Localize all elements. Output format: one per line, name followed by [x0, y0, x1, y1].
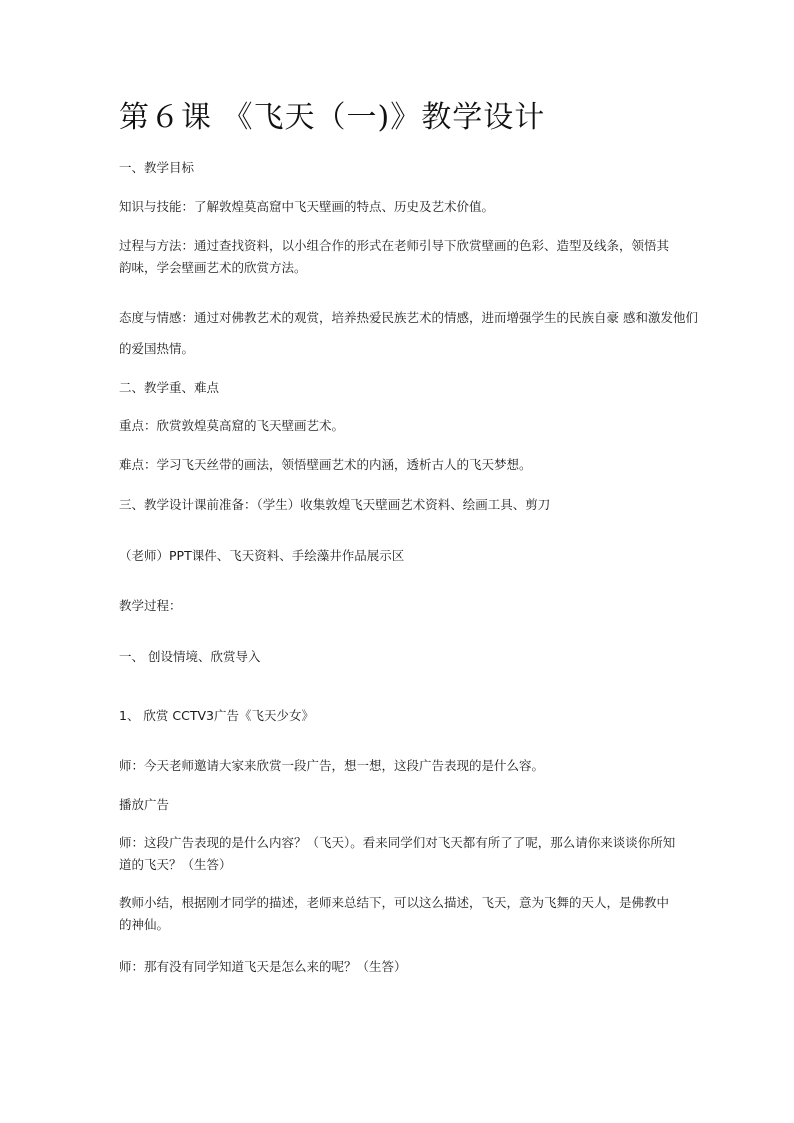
step-item-advertisement: 1、 欣赏 CCTV3广告《飞天少女》 — [119, 708, 314, 723]
paragraph-attitude-emotion-continued: 的爱国热情。 — [119, 341, 195, 356]
paragraph-attitude-emotion: 态度与情感：通过对佛教艺术的观赏，培养热爱民族艺术的情感，进而增强学生的民族自豪 感和激发他们 — [119, 310, 698, 325]
paragraph-play-ad: 播放广告 — [119, 797, 170, 812]
section-heading-preparation: 三、教学设计课前准备：（学生）收集敦煌飞天壁画艺术资料、绘画工具、剪刀 — [119, 497, 551, 512]
section-heading-process: 教学过程： — [119, 598, 182, 613]
paragraph-teacher-preparation: （老师）PPT课件、飞天资料、手绘藻井作品展示区 — [119, 548, 405, 563]
paragraph-teacher-question: 师：这段广告表现的是什么内容？（飞天）。看来同学们对飞天都有所了了呢，那么请你来谈谈你所知道的飞天？（生答） — [119, 835, 676, 872]
document-title: 第６课 《飞天（一)》教学设计 — [119, 100, 546, 135]
section-heading-objectives: 一、教学目标 — [119, 160, 195, 175]
paragraph-teacher-origin-question: 师：那有没有同学知道飞天是怎么来的呢？（生答） — [119, 959, 407, 974]
paragraph-teacher-invitation: 师：今天老师邀请大家来欣赏一段广告，想一想，这段广告表现的是什么容。 — [119, 758, 545, 773]
paragraph-key-point: 重点：欣赏敦煌莫高窟的飞天壁画艺术。 — [119, 418, 345, 433]
paragraph-process-method: 过程与方法：通过查找资料，以小组合作的形式在老师引导下欣赏壁画的色彩、造型及线条，领悟其韵味，学会壁画艺术的欣赏方法。 — [119, 238, 670, 275]
step-heading-introduction: 一、 创设情境、欣赏导入 — [119, 649, 261, 664]
section-heading-key-points: 二、教学重、难点 — [119, 380, 220, 395]
paragraph-teacher-summary: 教师小结，根据刚才同学的描述，老师来总结下，可以这么描述，飞天，意为飞舞的天人，是佛教中的神仙。 — [119, 895, 670, 932]
paragraph-difficulty: 难点：学习飞天丝带的画法，领悟壁画艺术的内涵，透析古人的飞天梦想。 — [119, 457, 532, 472]
paragraph-knowledge-skills: 知识与技能：了解敦煌莫高窟中飞天壁画的特点、历史及艺术价值。 — [119, 199, 495, 214]
